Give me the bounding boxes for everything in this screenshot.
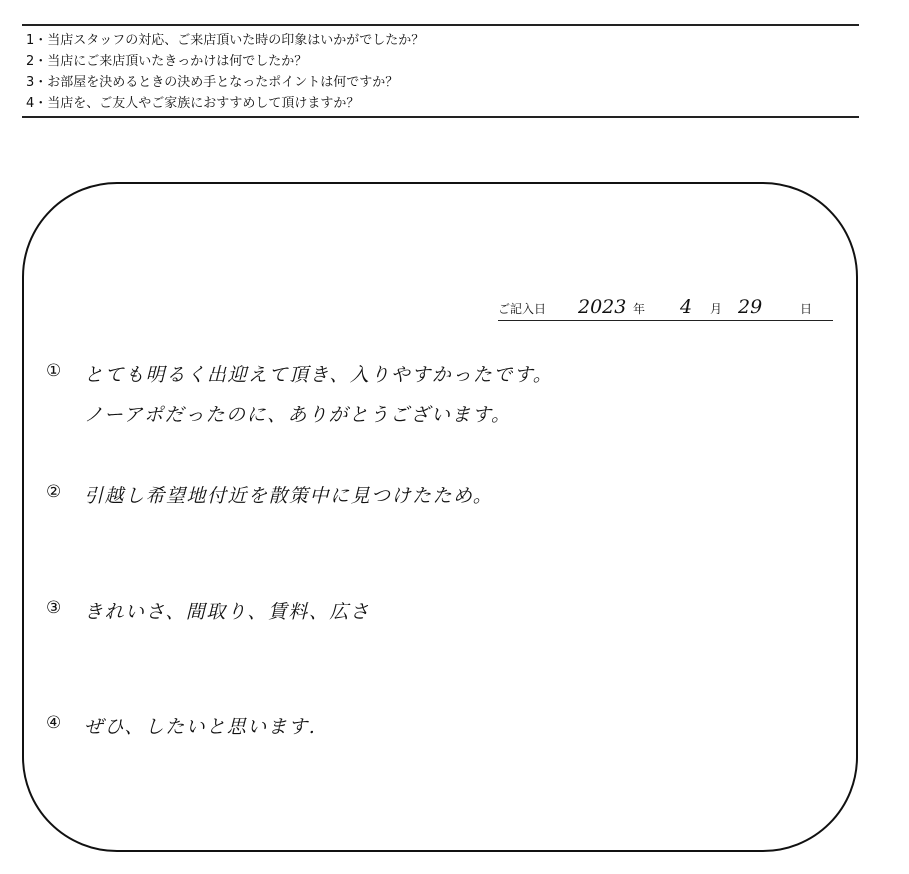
answer-2-number: ②: [46, 482, 62, 502]
answer-1-line-1: とても明るく出迎えて頂き、入りやすかったです。: [84, 364, 554, 386]
answer-3-number: ③: [46, 598, 62, 618]
month-unit: 月: [710, 302, 723, 316]
question-header: [22, 24, 859, 118]
bottom-rule: [22, 116, 859, 118]
answer-card-frame: [22, 182, 858, 852]
answer-4-line-1: ぜひ、したいと思います.: [84, 716, 317, 738]
date-month: 4: [680, 296, 693, 318]
question-1: 1・当店スタッフの対応、ご来店頂いた時の印象はいかがでしたか？: [26, 33, 425, 48]
answer-4-number: ④: [46, 713, 62, 733]
day-unit: 日: [800, 302, 813, 316]
answer-1-number: ①: [46, 361, 62, 381]
date-label: ご記入日: [498, 302, 547, 316]
date-day: 29: [738, 296, 763, 318]
date-year: 2023: [578, 296, 627, 318]
answer-1-line-2: ノーアポだったのに、ありがとうございます。: [84, 404, 512, 426]
year-unit: 年: [633, 302, 646, 316]
question-3: 3・お部屋を決めるときの決め手となったポイントは何ですか？: [26, 75, 399, 90]
question-list: [22, 26, 859, 116]
question-2: 2・当店にご来店頂いたきっかけは何でしたか？: [26, 54, 308, 69]
entry-date: [498, 294, 833, 321]
question-4: 4・当店を、ご友人やご家族におすすめして頂けますか？: [26, 96, 360, 111]
answer-2-line-1: 引越し希望地付近を散策中に見つけたため。: [84, 485, 494, 507]
answer-3-line-1: きれいさ、間取り、賃料、広さ: [84, 601, 371, 623]
